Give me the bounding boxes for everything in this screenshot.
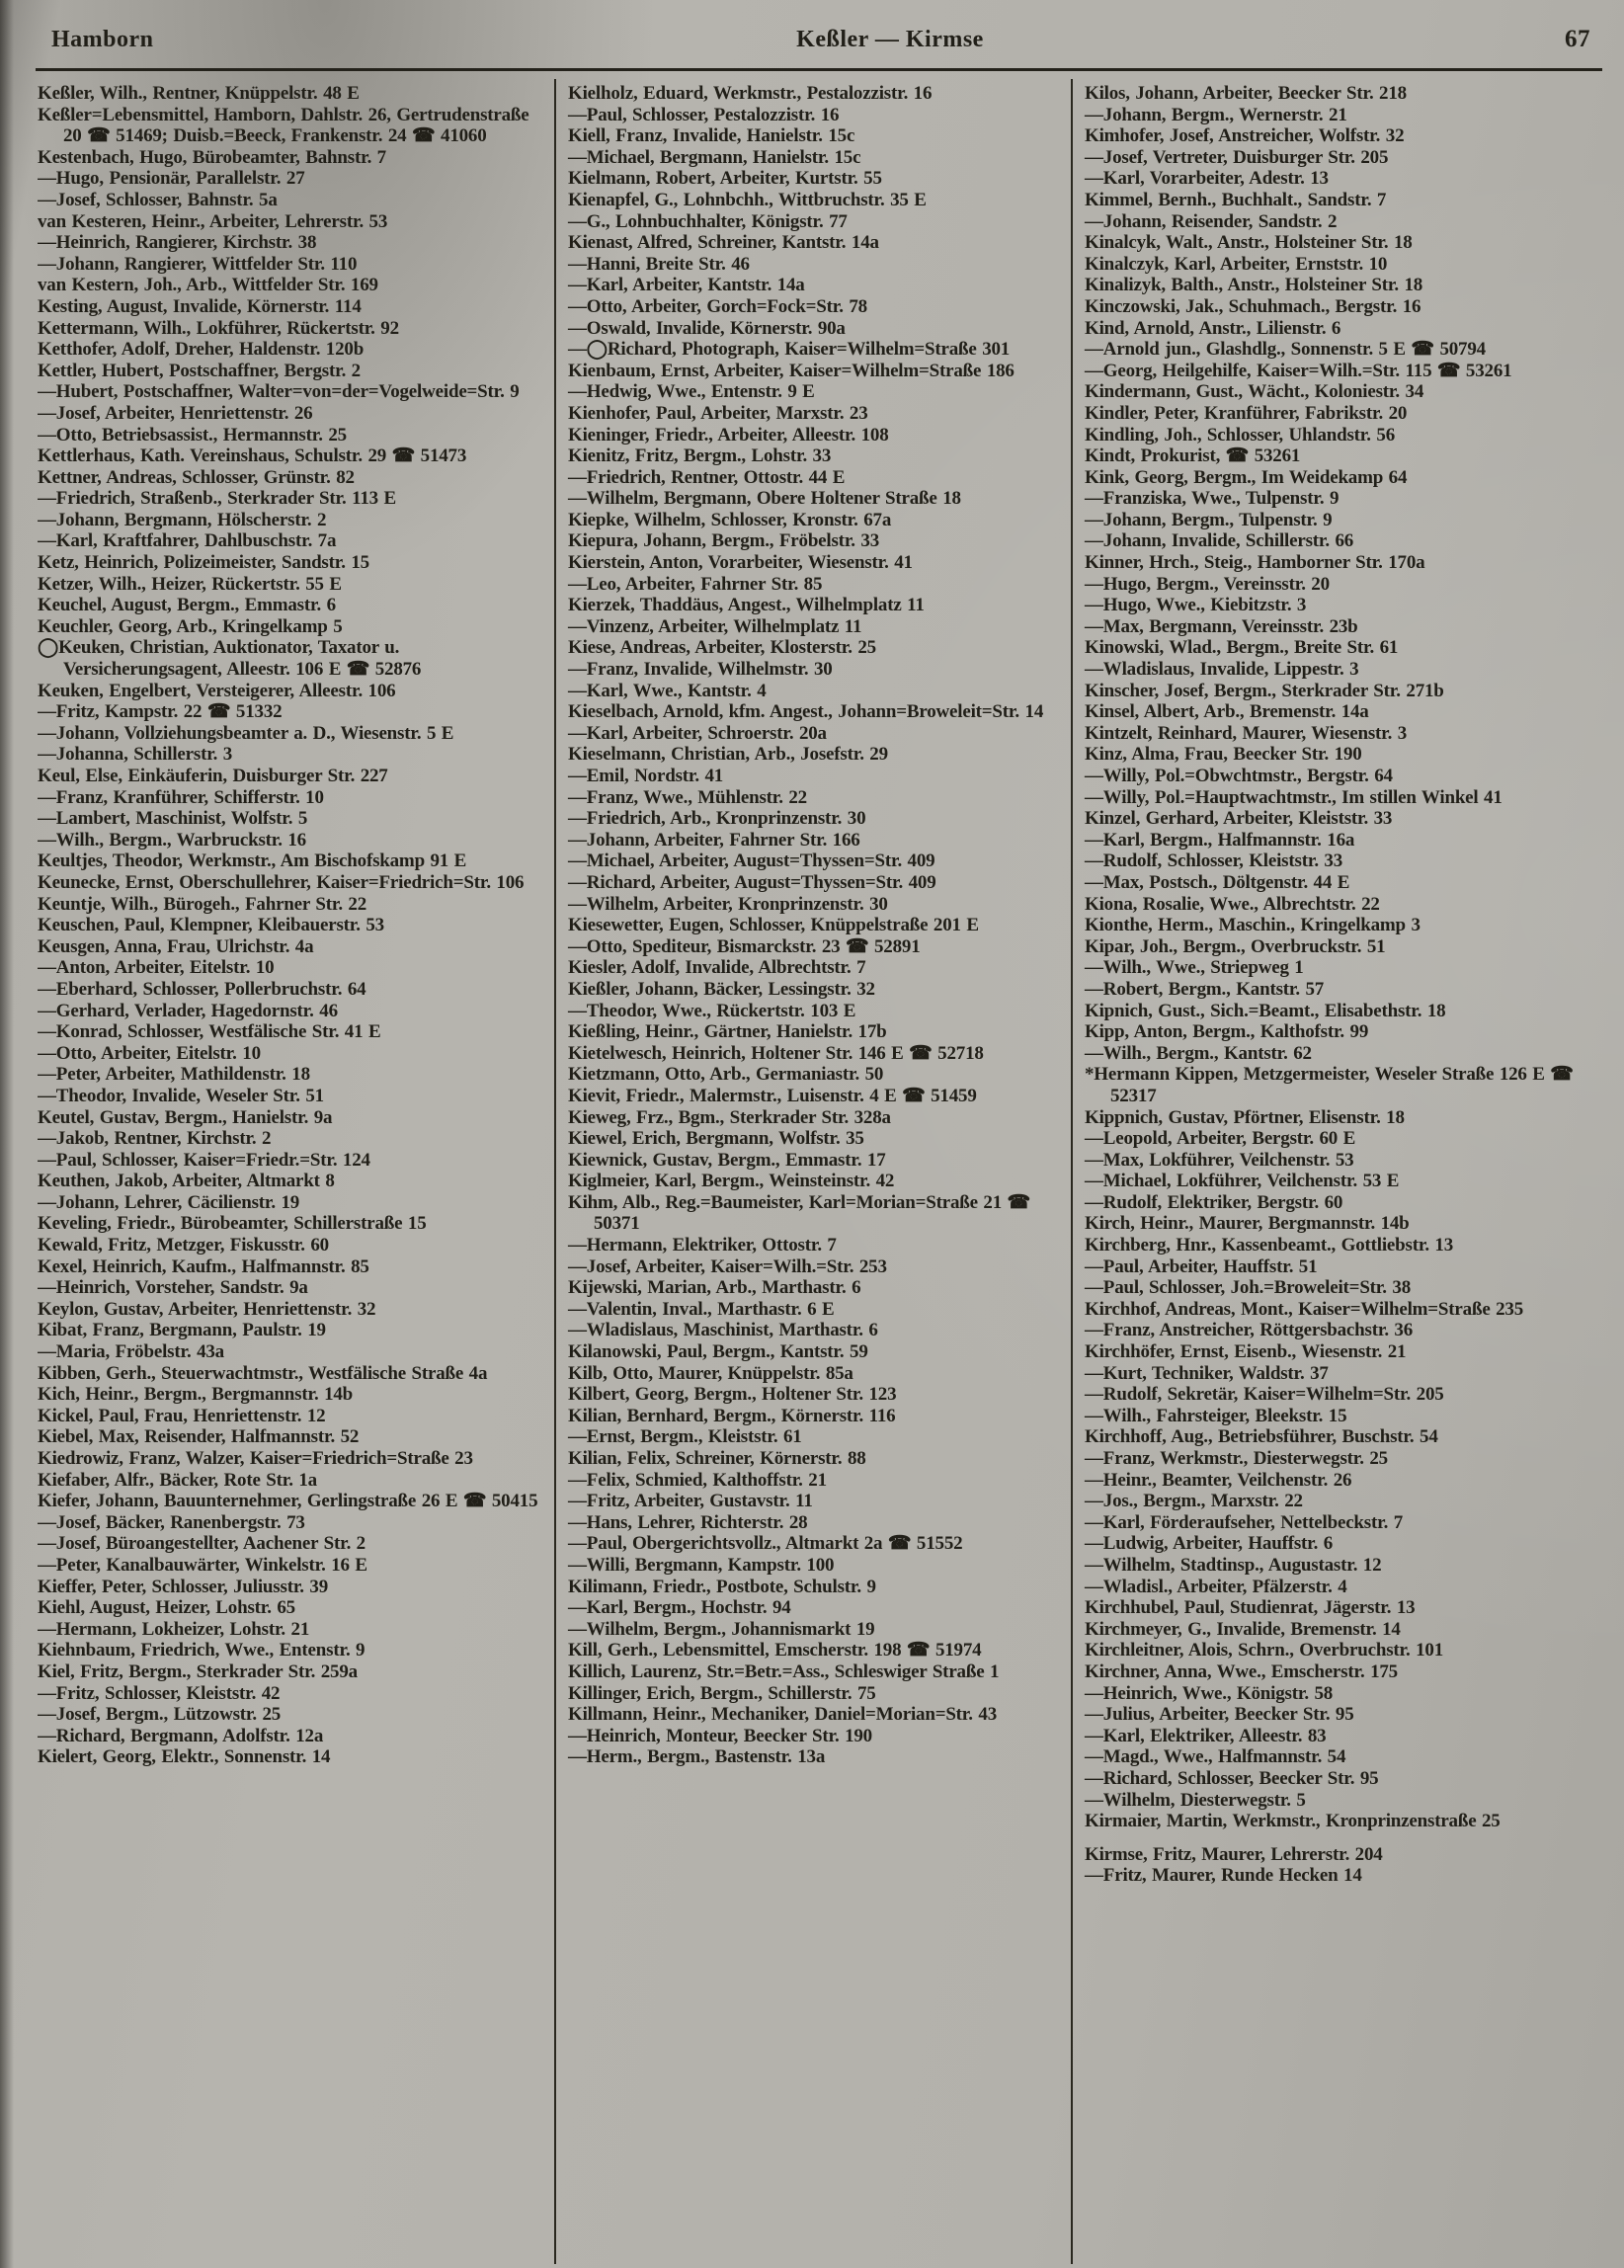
directory-column-3 — [1071, 79, 1587, 2264]
directory-entry: —Johann, Arbeiter, Fahrner Str. 166 — [568, 829, 860, 850]
directory-entry: Kiewnick, Gustav, Bergm., Emmastr. 17 — [568, 1149, 886, 1171]
directory-entry: Kiebel, Max, Reisender, Halfmannstr. 52 — [38, 1426, 360, 1448]
header-district: Hamborn — [51, 27, 154, 52]
directory-entry: Kielholz, Eduard, Werkmstr., Pestalozzistr. 16 — [568, 83, 933, 104]
directory-entry: —Julius, Arbeiter, Beecker Str. 95 — [1085, 1704, 1354, 1726]
directory-entry: —Karl, Bergm., Hochstr. 94 — [568, 1597, 791, 1619]
directory-entry: —Heinrich, Wwe., Königstr. 58 — [1085, 1682, 1334, 1704]
directory-entry: Kieselbach, Arnold, kfm. Angest., Johann=Broweleit=Str. 14 — [568, 701, 1044, 723]
directory-entry: Kiepura, Johann, Bergm., Fröbelstr. 33 — [568, 530, 880, 552]
directory-entry: Kich, Heinr., Bergm., Bergmannstr. 14b — [38, 1384, 354, 1406]
directory-entry: —Heinr., Beamter, Veilchenstr. 26 — [1085, 1469, 1352, 1491]
directory-entry: —Hugo, Pensionär, Parallelstr. 27 — [38, 168, 305, 190]
directory-entry: Kiefer, Johann, Bauunternehmer, Gerlingstraße 26 E ☎ 50415 — [38, 1491, 538, 1512]
directory-entry: —Emil, Nordstr. 41 — [568, 766, 724, 786]
directory-entry: —Wilhelm, Arbeiter, Kronprinzenstr. 30 — [568, 893, 888, 915]
directory-entry: Keßler=Lebensmittel, Hamborn, Dahlstr. 26, Gertrudenstraße 20 ☎ 51469; Duisb.=Beeck, Frankenstr. 24 ☎ 41060 — [38, 104, 529, 147]
directory-entry: Kinalcyk, Walt., Anstr., Holsteiner Str. 18 — [1085, 232, 1413, 254]
directory-entry: —Hermann, Elektriker, Ottostr. 7 — [568, 1235, 837, 1256]
directory-entry: —Josef, Büroangestellter, Aachener Str. 2 — [38, 1533, 365, 1555]
directory-entry: Kiehnbaum, Friedrich, Wwe., Entenstr. 9 — [38, 1640, 365, 1661]
directory-entry: —Hans, Lehrer, Richterstr. 28 — [568, 1511, 808, 1533]
directory-entry: —Hubert, Postschaffner, Walter=von=der=Vogelweide=Str. 9 — [38, 381, 520, 403]
directory-entry: Kietzmann, Otto, Arb., Germaniastr. 50 — [568, 1064, 884, 1086]
directory-entry: Kiglmeier, Karl, Bergm., Weinsteinstr. 42 — [568, 1171, 895, 1192]
directory-entry: Kesting, August, Invalide, Körnerstr. 114 — [38, 295, 362, 317]
directory-entry: Kirchner, Anna, Wwe., Emscherstr. 175 — [1085, 1660, 1398, 1682]
directory-entry: —Wilh., Fahrsteiger, Bleekstr. 15 — [1085, 1405, 1347, 1426]
directory-entry: —Johann, Bergmann, Hölscherstr. 2 — [38, 509, 327, 530]
directory-entry: —Friedrich, Rentner, Ottostr. 44 E — [568, 466, 846, 488]
directory-entry: —Maria, Fröbelstr. 43a — [38, 1341, 224, 1363]
directory-entry: Kirchhubel, Paul, Studienrat, Jägerstr. 13 — [1085, 1597, 1416, 1619]
directory-column-1 — [38, 79, 554, 2264]
directory-entry: Kieweg, Frz., Bgm., Sterkrader Str. 328a — [568, 1106, 891, 1128]
directory-entry: Kihm, Alb., Reg.=Baumeister, Karl=Morian=Straße 21 ☎ 50371 — [568, 1191, 1031, 1235]
directory-entry: Kettner, Andreas, Schlosser, Grünstr. 82 — [38, 466, 355, 488]
directory-entry: —Hugo, Bergm., Vereinsstr. 20 — [1085, 573, 1330, 595]
directory-entry: —Franz, Werkmstr., Diesterwegstr. 25 — [1085, 1448, 1388, 1469]
directory-entry: —Valentin, Inval., Marthastr. 6 E — [568, 1298, 835, 1320]
directory-entry: —Hedwig, Wwe., Entenstr. 9 E — [568, 381, 815, 403]
directory-entry: —Lambert, Maschinist, Wolfstr. 5 — [38, 808, 308, 830]
directory-entry: Keultjes, Theodor, Werkmstr., Am Bischofskamp 91 E — [38, 850, 467, 872]
directory-entry: Keuntje, Wilh., Bürogeh., Fahrner Str. 22 — [38, 893, 367, 915]
directory-entry: —Johann, Rangierer, Wittfelder Str. 110 — [38, 253, 358, 275]
directory-entry: Kindling, Joh., Schlosser, Uhlandstr. 56 — [1085, 424, 1395, 446]
directory-entry: —Rudolf, Schlosser, Kleiststr. 33 — [1085, 850, 1343, 872]
directory-entry: —Friedrich, Straßenb., Sterkrader Str. 113 E — [38, 488, 396, 510]
directory-entry: Kestenbach, Hugo, Bürobeamter, Bahnstr. 7 — [38, 146, 386, 168]
directory-entry: —Josef, Bergm., Lützowstr. 25 — [38, 1704, 282, 1726]
directory-entry: Keuken, Engelbert, Versteigerer, Alleestr. 106 — [38, 680, 396, 701]
directory-entry: —Eberhard, Schlosser, Pollerbruchstr. 64 — [38, 978, 366, 1000]
header-name-range: Keßler — Kirmse — [796, 27, 984, 52]
directory-entry: —Richard, Schlosser, Beecker Str. 95 — [1085, 1767, 1379, 1789]
directory-entry: Kirchmeyer, G., Invalide, Bremenstr. 14 — [1085, 1618, 1401, 1640]
directory-entry: —Magd., Wwe., Halfmannstr. 54 — [1085, 1746, 1346, 1768]
directory-entry: —Fritz, Kampstr. 22 ☎ 51332 — [38, 701, 283, 723]
directory-entry: Kietelwesch, Heinrich, Holtener Str. 146 E ☎ 52718 — [568, 1042, 984, 1064]
directory-entry: Kintzelt, Reinhard, Maurer, Wiesenstr. 3 — [1085, 722, 1408, 744]
directory-entry: —Georg, Heilgehilfe, Kaiser=Wilh.=Str. 115 ☎ 53261 — [1085, 360, 1512, 381]
directory-entry: —Otto, Betriebsassist., Hermannstr. 25 — [38, 424, 347, 446]
directory-entry: —Richard, Bergmann, Adolfstr. 12a — [38, 1725, 324, 1746]
directory-entry: —Ernst, Bergm., Kleiststr. 61 — [568, 1426, 802, 1448]
directory-entry: ◯Keuken, Christian, Auktionator, Taxator u. Versicherungsagent, Alleestr. 106 E ☎ 52876 — [38, 637, 422, 681]
directory-entry: —G., Lohnbuchhalter, Königstr. 77 — [568, 210, 848, 232]
directory-entry: Kießling, Heinr., Gärtner, Hanielstr. 17b — [568, 1021, 887, 1043]
directory-entry: Kimmel, Bernh., Buchhalt., Sandstr. 7 — [1085, 189, 1387, 210]
directory-entry: —Wladislaus, Maschinist, Marthastr. 6 — [568, 1320, 878, 1341]
directory-entry: Kienitz, Fritz, Bergm., Lohstr. 33 — [568, 446, 832, 467]
directory-entry: —Josef, Arbeiter, Henriettenstr. 26 — [38, 402, 313, 424]
directory-entry: Kirch, Heinr., Maurer, Bergmannstr. 14b — [1085, 1213, 1410, 1235]
directory-entry: —Paul, Arbeiter, Hauffstr. 51 — [1085, 1256, 1318, 1277]
directory-entry: —Paul, Obergerichtsvollz., Altmarkt 2a ☎ 51552 — [568, 1533, 963, 1555]
directory-entry: —Oswald, Invalide, Körnerstr. 90a — [568, 317, 846, 339]
directory-entry: Kindermann, Gust., Wächt., Koloniestr. 34 — [1085, 381, 1424, 403]
directory-entry: —Paul, Schlosser, Joh.=Broweleit=Str. 38 — [1085, 1277, 1411, 1299]
directory-entry: Kieninger, Friedr., Arbeiter, Alleestr. 108 — [568, 424, 889, 446]
directory-entry: —Fritz, Maurer, Runde Hecken 14 — [1085, 1865, 1362, 1887]
directory-entry: Kiese, Andreas, Arbeiter, Klosterstr. 25 — [568, 637, 876, 659]
directory-entry: Kielmann, Robert, Arbeiter, Kurtstr. 55 — [568, 168, 882, 190]
directory-entry: Kienapfel, G., Lohnbchh., Wittbruchstr. 35 E — [568, 189, 927, 210]
directory-entry: —Rudolf, Sekretär, Kaiser=Wilhelm=Str. 205 — [1085, 1384, 1444, 1406]
directory-entry: Kiesler, Adolf, Invalide, Albrechtstr. 7 — [568, 957, 866, 979]
directory-entry: —Josef, Vertreter, Duisburger Str. 205 — [1085, 146, 1389, 168]
directory-entry: —Michael, Lokführer, Veilchenstr. 53 E — [1085, 1171, 1400, 1192]
directory-entry: Kiel, Fritz, Bergm., Sterkrader Str. 259a — [38, 1660, 358, 1682]
directory-entry: —Michael, Arbeiter, August=Thyssen=Str. 409 — [568, 850, 935, 872]
directory-entry: Kijewski, Marian, Arb., Marthastr. 6 — [568, 1277, 861, 1299]
directory-entry: Kibben, Gerh., Steuerwachtmstr., Westfälische Straße 4a — [38, 1362, 488, 1384]
directory-entry: —Heinrich, Vorsteher, Sandstr. 9a — [38, 1277, 308, 1299]
directory-entry: —Josef, Arbeiter, Kaiser=Wilh.=Str. 253 — [568, 1256, 887, 1277]
directory-entry: —Peter, Arbeiter, Mathildenstr. 18 — [38, 1064, 310, 1086]
directory-entry: —Kurt, Techniker, Waldstr. 37 — [1085, 1362, 1329, 1384]
directory-entry: —Ludwig, Arbeiter, Hauffstr. 6 — [1085, 1533, 1334, 1555]
directory-entry: Kielert, Georg, Elektr., Sonnenstr. 14 — [38, 1746, 331, 1768]
directory-entry: —Johann, Bergm., Tulpenstr. 9 — [1085, 509, 1333, 530]
directory-entry: —Franz, Wwe., Mühlenstr. 22 — [568, 786, 807, 808]
directory-entry: —Theodor, Wwe., Rückertstr. 103 E — [568, 1000, 856, 1021]
directory-entry: —Franz, Invalide, Wilhelmstr. 30 — [568, 659, 833, 681]
directory-entry: *Hermann Kippen, Metzgermeister, Weseler Straße 126 E ☎ 52317 — [1085, 1064, 1574, 1106]
directory-entry: Keuchler, Georg, Arb., Kringelkamp 5 — [38, 615, 343, 637]
directory-entry: Kettermann, Wilh., Lokführer, Rückertstr. 92 — [38, 317, 399, 339]
directory-entry: Kirchhof, Andreas, Mont., Kaiser=Wilhelm=Straße 235 — [1085, 1298, 1524, 1320]
directory-entry: —Felix, Schmied, Kalthoffstr. 21 — [568, 1469, 827, 1491]
directory-entry: Kettler, Hubert, Postschaffner, Bergstr. 2 — [38, 360, 361, 381]
directory-entry: Kirmse, Fritz, Maurer, Lehrerstr. 204 — [1085, 1843, 1383, 1865]
directory-entry: Kilian, Felix, Schreiner, Körnerstr. 88 — [568, 1448, 866, 1469]
directory-entry: Kilbert, Georg, Bergm., Holtener Str. 123 — [568, 1384, 897, 1406]
directory-entry: Kirchhöfer, Ernst, Eisenb., Wiesenstr. 21 — [1085, 1341, 1407, 1363]
directory-column-2 — [554, 79, 1071, 2264]
directory-entry: —Wilh., Wwe., Striepweg 1 — [1085, 957, 1304, 979]
directory-entry: —Wilhelm, Stadtinsp., Augustastr. 12 — [1085, 1554, 1382, 1576]
directory-entry: Kienbaum, Ernst, Arbeiter, Kaiser=Wilhelm=Straße 186 — [568, 360, 1015, 381]
directory-entry: —Wladislaus, Invalide, Lippestr. 3 — [1085, 659, 1359, 681]
directory-entry: —Konrad, Schlosser, Westfälische Str. 41 E — [38, 1021, 381, 1043]
directory-entry: Kierstein, Anton, Vorarbeiter, Wiesenstr. 41 — [568, 552, 913, 574]
directory-entry: Kiepke, Wilhelm, Schlosser, Kronstr. 67a — [568, 509, 892, 530]
directory-entry: —Wilh., Bergm., Warbruckstr. 16 — [38, 829, 306, 850]
directory-entry: —Otto, Arbeiter, Gorch=Fock=Str. 78 — [568, 295, 867, 317]
directory-entry: —Paul, Schlosser, Kaiser=Friedr.=Str. 124 — [38, 1149, 370, 1171]
directory-entry: Kirmaier, Martin, Werkmstr., Kronprinzenstraße 25 — [1085, 1811, 1501, 1832]
directory-entry: —Rudolf, Elektriker, Bergstr. 60 — [1085, 1191, 1343, 1213]
directory-entry: Kinner, Hrch., Steig., Hamborner Str. 170a — [1085, 552, 1425, 574]
directory-entry: —Fritz, Arbeiter, Gustavstr. 11 — [568, 1491, 813, 1512]
directory-entry: —Leopold, Arbeiter, Bergstr. 60 E — [1085, 1128, 1356, 1150]
directory-entry: Ketz, Heinrich, Polizeimeister, Sandstr. 15 — [38, 552, 369, 574]
directory-entry: —Karl, Vorarbeiter, Adestr. 13 — [1085, 168, 1329, 190]
directory-entry: Kinalczyk, Karl, Arbeiter, Ernststr. 10 — [1085, 253, 1388, 275]
directory-entry: Kieselmann, Christian, Arb., Josefstr. 29 — [568, 744, 888, 766]
directory-entry: —Franz, Kranführer, Schifferstr. 10 — [38, 786, 324, 808]
directory-entry: —Johann, Invalide, Schillerstr. 66 — [1085, 530, 1354, 552]
directory-entry: Kiona, Rosalie, Wwe., Albrechtstr. 22 — [1085, 893, 1380, 915]
directory-entry: Kiell, Franz, Invalide, Hanielstr. 15c — [568, 125, 855, 147]
directory-entry: —Franziska, Wwe., Tulpenstr. 9 — [1085, 488, 1340, 510]
page-header — [51, 26, 1590, 59]
directory-entry: —Paul, Schlosser, Pestalozzistr. 16 — [568, 104, 840, 125]
directory-entry: Kinscher, Josef, Bergm., Sterkrader Str. 271b — [1085, 680, 1444, 701]
directory-entry: Kilanowski, Paul, Bergm., Kantstr. 59 — [568, 1341, 868, 1363]
directory-entry: Kieffer, Peter, Schlosser, Juliusstr. 39 — [38, 1576, 329, 1597]
directory-entry: Kiehl, August, Heizer, Lohstr. 65 — [38, 1597, 295, 1619]
directory-entry: —Karl, Arbeiter, Schroerstr. 20a — [568, 722, 827, 744]
directory-entry: —Karl, Arbeiter, Kantstr. 14a — [568, 275, 805, 296]
directory-entry: Kionthe, Herm., Maschin., Kringelkamp 3 — [1085, 915, 1421, 936]
directory-entry: —Karl, Wwe., Kantstr. 4 — [568, 680, 767, 701]
directory-entry: Kink, Georg, Bergm., Im Weidekamp 64 — [1085, 466, 1408, 488]
directory-entry: —Arnold jun., Glashdlg., Sonnenstr. 5 E ☎ 50794 — [1085, 339, 1486, 361]
directory-entry: Kimhofer, Josef, Anstreicher, Wolfstr. 32 — [1085, 125, 1405, 147]
directory-entry: Keutel, Gustav, Bergm., Hanielstr. 9a — [38, 1106, 333, 1128]
directory-entry: —Willi, Bergmann, Kampstr. 100 — [568, 1554, 835, 1576]
page-number: 67 — [1565, 26, 1590, 52]
directory-entry: Kindler, Peter, Kranführer, Fabrikstr. 20 — [1085, 402, 1408, 424]
directory-entry: Kinowski, Wlad., Bergm., Breite Str. 61 — [1085, 637, 1399, 659]
directory-entry: —◯Richard, Photograph, Kaiser=Wilhelm=Straße 301 — [568, 339, 1011, 361]
directory-entry: —Herm., Bergm., Bastenstr. 13a — [568, 1746, 826, 1768]
directory-entry: Kievit, Friedr., Malermstr., Luisenstr. 4 E ☎ 51459 — [568, 1085, 977, 1106]
directory-entry: Kinczowski, Jak., Schuhmach., Bergstr. 16 — [1085, 295, 1421, 317]
directory-entry: Kickel, Paul, Frau, Henriettenstr. 12 — [38, 1405, 326, 1426]
directory-entry: —Wilhelm, Diesterwegstr. 5 — [1085, 1789, 1306, 1811]
directory-entry: Keßler, Wilh., Rentner, Knüppelstr. 48 E — [38, 83, 360, 104]
directory-entry: Kirchleitner, Alois, Schrn., Overbruchstr. 101 — [1085, 1640, 1444, 1661]
directory-entry: —Fritz, Schlosser, Kleiststr. 42 — [38, 1682, 281, 1704]
directory-entry: Kettlerhaus, Kath. Vereinshaus, Schulstr. 29 ☎ 51473 — [38, 446, 467, 467]
directory-entry: Killmann, Heinr., Mechaniker, Daniel=Morian=Str. 43 — [568, 1704, 998, 1726]
directory-entry — [1085, 1832, 1582, 1844]
directory-entry: —Franz, Anstreicher, Röttgersbachstr. 36 — [1085, 1320, 1414, 1341]
directory-entry: Keveling, Friedr., Bürobeamter, Schillerstraße 15 — [38, 1213, 427, 1235]
directory-entry: Kienast, Alfred, Schreiner, Kantstr. 14a — [568, 232, 879, 254]
directory-entry: —Karl, Kraftfahrer, Dahlbuschstr. 7a — [38, 530, 337, 552]
directory-entry: van Kestern, Joh., Arb., Wittfelder Str. 169 — [38, 275, 378, 296]
directory-entry: —Karl, Elektriker, Alleestr. 83 — [1085, 1725, 1327, 1746]
header-rule — [36, 68, 1602, 71]
directory-entry: —Josef, Bäcker, Ranenbergstr. 73 — [38, 1511, 305, 1533]
directory-entry: Kiefaber, Alfr., Bäcker, Rote Str. 1a — [38, 1469, 317, 1491]
directory-columns — [38, 79, 1610, 2264]
directory-entry: —Wilh., Bergm., Kantstr. 62 — [1085, 1042, 1312, 1064]
directory-entry: Kippnich, Gustav, Pförtner, Elisenstr. 18 — [1085, 1106, 1405, 1128]
directory-entry: Kiedrowiz, Franz, Walzer, Kaiser=Friedrich=Straße 23 — [38, 1448, 473, 1469]
directory-entry: —Max, Postsch., Döltgenstr. 44 E — [1085, 871, 1350, 893]
directory-entry: —Hanni, Breite Str. 46 — [568, 253, 750, 275]
directory-entry: Kipar, Joh., Bergm., Overbruckstr. 51 — [1085, 935, 1386, 957]
directory-entry: Kill, Gerh., Lebensmittel, Emscherstr. 198 ☎ 51974 — [568, 1640, 982, 1661]
directory-entry: —Robert, Bergm., Kantstr. 57 — [1085, 978, 1325, 1000]
directory-entry: Keuchel, August, Bergm., Emmastr. 6 — [38, 595, 336, 616]
directory-entry: Keuthen, Jakob, Arbeiter, Altmarkt 8 — [38, 1171, 335, 1192]
directory-entry: Kipnich, Gust., Sich.=Beamt., Elisabethstr. 18 — [1085, 1000, 1446, 1021]
directory-entry: —Jakob, Rentner, Kirchstr. 2 — [38, 1128, 272, 1150]
directory-entry: Kienhofer, Paul, Arbeiter, Marxstr. 23 — [568, 402, 868, 424]
directory-entry: —Michael, Bergmann, Hanielstr. 15c — [568, 146, 861, 168]
directory-entry: —Karl, Bergm., Halfmannstr. 16a — [1085, 829, 1355, 850]
directory-entry: —Max, Lokführer, Veilchenstr. 53 — [1085, 1149, 1354, 1171]
directory-entry: Kießler, Johann, Bäcker, Lessingstr. 32 — [568, 978, 875, 1000]
directory-entry: Keusgen, Anna, Frau, Ulrichstr. 4a — [38, 935, 314, 957]
directory-entry: —Johann, Lehrer, Cäcilienstr. 19 — [38, 1191, 300, 1213]
directory-entry: —Leo, Arbeiter, Fahrner Str. 85 — [568, 573, 823, 595]
directory-entry: Killich, Laurenz, Str.=Betr.=Ass., Schleswiger Straße 1 — [568, 1660, 1000, 1682]
directory-entry: Kilimann, Friedr., Postbote, Schulstr. 9 — [568, 1576, 876, 1597]
directory-entry: Ketthofer, Adolf, Dreher, Haldenstr. 120b — [38, 339, 365, 361]
directory-entry: —Theodor, Invalide, Weseler Str. 51 — [38, 1085, 324, 1106]
directory-entry: Kilb, Otto, Maurer, Knüppelstr. 85a — [568, 1362, 853, 1384]
directory-entry: Kirchberg, Hnr., Kassenbeamt., Gottliebstr. 13 — [1085, 1235, 1454, 1256]
directory-entry: Kexel, Heinrich, Kaufm., Halfmannstr. 85 — [38, 1256, 369, 1277]
directory-entry: —Otto, Arbeiter, Eitelstr. 10 — [38, 1042, 261, 1064]
directory-entry: Kind, Arnold, Anstr., Lilienstr. 6 — [1085, 317, 1341, 339]
directory-entry: Kilos, Johann, Arbeiter, Beecker Str. 218 — [1085, 83, 1407, 104]
directory-entry: —Johann, Reisender, Sandstr. 2 — [1085, 210, 1338, 232]
directory-entry: —Hermann, Lokheizer, Lohstr. 21 — [38, 1618, 310, 1640]
directory-entry: Ketzer, Wilh., Heizer, Rückertstr. 55 E — [38, 573, 342, 595]
directory-entry: Kinz, Alma, Frau, Beecker Str. 190 — [1085, 744, 1362, 766]
directory-entry: Kirchhoff, Aug., Betriebsführer, Buschstr. 54 — [1085, 1426, 1438, 1448]
directory-entry: Keylon, Gustav, Arbeiter, Henriettenstr. 32 — [38, 1298, 376, 1320]
directory-entry: —Otto, Spediteur, Bismarckstr. 23 ☎ 52891 — [568, 935, 921, 957]
directory-entry: Kinalizyk, Balth., Anstr., Holsteiner Str. 18 — [1085, 275, 1423, 296]
directory-entry: Kinsel, Albert, Arb., Bremenstr. 14a — [1085, 701, 1369, 723]
directory-entry: Kiesewetter, Eugen, Schlosser, Knüppelstraße 201 E — [568, 915, 979, 936]
directory-entry: —Wilhelm, Bergm., Johannismarkt 19 — [568, 1618, 875, 1640]
directory-entry: —Max, Bergmann, Vereinsstr. 23b — [1085, 615, 1358, 637]
directory-entry: —Karl, Förderaufseher, Nettelbeckstr. 7 — [1085, 1511, 1404, 1533]
directory-entry: Keuschen, Paul, Klempner, Kleibauerstr. 53 — [38, 915, 384, 936]
directory-entry: —Vinzenz, Arbeiter, Wilhelmplatz 11 — [568, 615, 862, 637]
directory-entry: —Willy, Pol.=Obwchtmstr., Bergstr. 64 — [1085, 766, 1393, 786]
directory-entry: Kibat, Franz, Bergmann, Paulstr. 19 — [38, 1320, 326, 1341]
directory-entry: —Hugo, Wwe., Kiebitzstr. 3 — [1085, 595, 1307, 616]
directory-entry: van Kesteren, Heinr., Arbeiter, Lehrerstr. 53 — [38, 210, 388, 232]
directory-entry: —Heinrich, Monteur, Beecker Str. 190 — [568, 1725, 872, 1746]
directory-entry: —Richard, Arbeiter, August=Thyssen=Str. 409 — [568, 871, 936, 893]
directory-entry: —Peter, Kanalbauwärter, Winkelstr. 16 E — [38, 1554, 367, 1576]
directory-entry: Kipp, Anton, Bergm., Kalthofstr. 99 — [1085, 1021, 1369, 1043]
directory-entry: —Wladisl., Arbeiter, Pfälzerstr. 4 — [1085, 1576, 1347, 1597]
directory-entry: —Josef, Schlosser, Bahnstr. 5a — [38, 189, 278, 210]
directory-entry: —Anton, Arbeiter, Eitelstr. 10 — [38, 957, 275, 979]
directory-entry: Kewald, Fritz, Metzger, Fiskusstr. 60 — [38, 1235, 329, 1256]
directory-entry: Kinzel, Gerhard, Arbeiter, Kleiststr. 33 — [1085, 808, 1393, 830]
directory-entry: —Johann, Bergm., Wernerstr. 21 — [1085, 104, 1347, 125]
directory-entry: —Jos., Bergm., Marxstr. 22 — [1085, 1491, 1303, 1512]
directory-entry: —Heinrich, Rangierer, Kirchstr. 38 — [38, 232, 317, 254]
directory-entry: —Wilhelm, Bergmann, Obere Holtener Straße 18 — [568, 488, 961, 510]
scan-edge-shadow — [0, 0, 14, 2268]
directory-entry: Kiewel, Erich, Bergmann, Wolfstr. 35 — [568, 1128, 864, 1150]
directory-entry: —Willy, Pol.=Hauptwachtmstr., Im stillen Winkel 41 — [1085, 786, 1502, 808]
directory-entry: —Friedrich, Arb., Kronprinzenstr. 30 — [568, 808, 866, 830]
directory-entry: Kierzek, Thaddäus, Angest., Wilhelmplatz 11 — [568, 595, 925, 616]
directory-entry: Killinger, Erich, Bergm., Schillerstr. 75 — [568, 1682, 876, 1704]
directory-entry: —Gerhard, Verlader, Hagedornstr. 46 — [38, 1000, 338, 1021]
directory-entry: Keunecke, Ernst, Oberschullehrer, Kaiser=Friedrich=Str. 106 — [38, 871, 525, 893]
directory-entry: Kilian, Bernhard, Bergm., Körnerstr. 116 — [568, 1405, 896, 1426]
directory-entry: —Johanna, Schillerstr. 3 — [38, 744, 233, 766]
directory-entry: —Johann, Vollziehungsbeamter a. D., Wiesenstr. 5 E — [38, 722, 454, 744]
directory-entry: Keul, Else, Einkäuferin, Duisburger Str. 227 — [38, 766, 388, 786]
directory-entry: Kindt, Prokurist, ☎ 53261 — [1085, 446, 1301, 467]
